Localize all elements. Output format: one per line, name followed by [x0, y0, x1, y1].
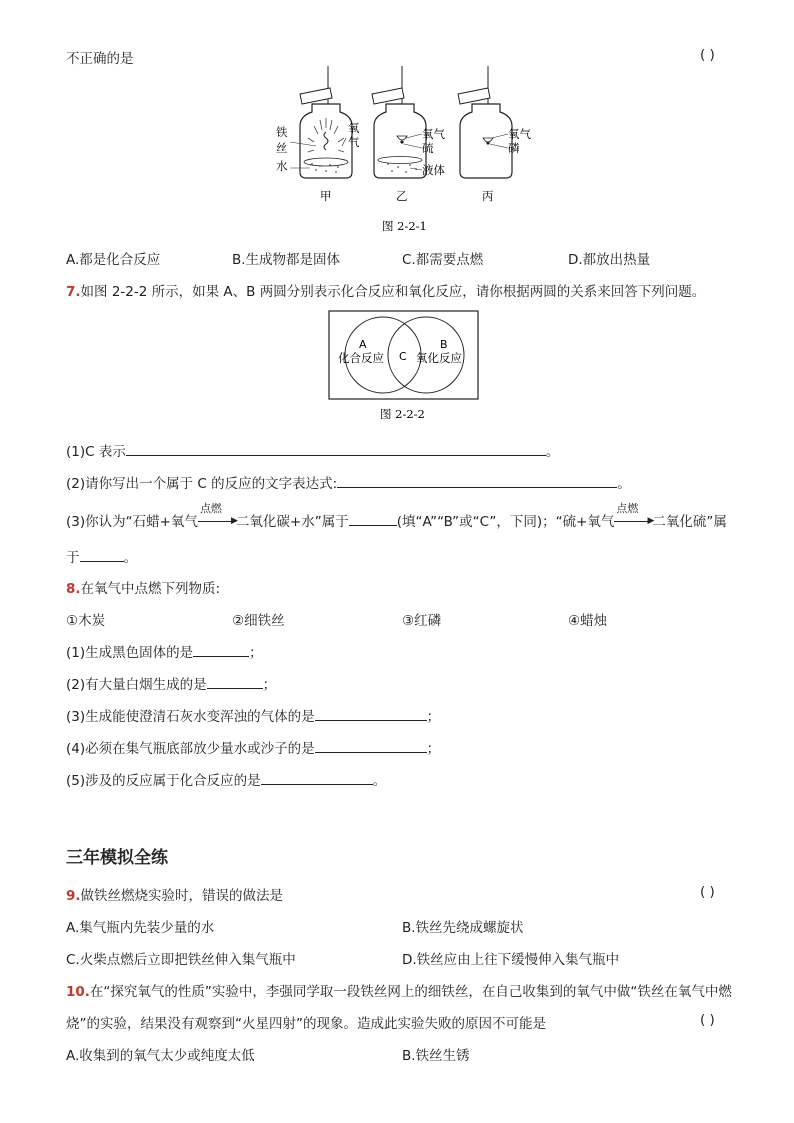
venn-a-letter: A	[359, 338, 367, 351]
jia-label-shui: 水	[276, 159, 288, 173]
figure-2-2-1-caption: 图 2-2-1	[382, 219, 427, 233]
q7-sub2-blank[interactable]	[337, 474, 617, 488]
q8-sub5-end: 。	[372, 773, 387, 789]
q8-sub1-blank[interactable]	[193, 643, 249, 657]
q9-option-d: D.铁丝应由上往下缓慢伸入集气瓶中	[402, 952, 620, 968]
q7-sub1	[66, 440, 559, 460]
q10-number: 10.	[66, 984, 90, 1000]
q10-stem-line1: 在“探究氧气的性质”实验中，李强同学取一段铁丝网上的细铁丝，在自己收集到的氧气中做“铁丝在氧气中燃	[89, 984, 732, 1000]
q10-answer-paren: ( )	[700, 1012, 715, 1028]
yi-name: 乙	[396, 189, 408, 203]
q7-stem: 如图 2-2-2 所示，如果 A、B 两圆分别表示化合反应和氧化反应，请你根据两圆的关系来回答下列问题。	[80, 284, 706, 300]
q8-sub1-text: (1)生成黑色固体的是	[66, 645, 194, 661]
q8-sub2-blank[interactable]	[207, 675, 263, 689]
q7-sub3-blank-2[interactable]	[80, 548, 124, 562]
q8-item-3: ③红磷	[402, 613, 442, 629]
q8-sub5	[66, 769, 386, 789]
q8-sub4	[66, 737, 440, 757]
q7-question	[66, 280, 705, 300]
q10-question-line1	[66, 980, 732, 1000]
q9-stem: 做铁丝燃烧实验时，错误的做法是	[80, 888, 284, 904]
jia-label-si: 丝	[276, 141, 288, 155]
q8-item-1: ①木炭	[66, 613, 106, 629]
bottle-bing	[458, 66, 531, 203]
q7-sub3-end: 。	[123, 550, 137, 566]
q6-answer-paren: ( )	[700, 47, 715, 63]
q8-sub5-text: (5)涉及的反应属于化合反应的是	[66, 773, 261, 789]
q8-number: 8.	[66, 581, 81, 597]
q8-sub1-end: ；	[249, 645, 263, 661]
q9-answer-paren: ( )	[700, 884, 715, 900]
q7-sub3-line2	[66, 546, 137, 566]
q10-option-a: A.收集到的氧气太少或纯度太低	[66, 1048, 255, 1064]
q8-sub3	[66, 705, 440, 725]
q8-question	[66, 577, 220, 597]
q8-sub3-end: ；	[426, 709, 441, 725]
q7-sub2	[66, 472, 631, 492]
q7-sub3-blank-1[interactable]	[349, 512, 397, 526]
yi-label-oxygen: 氧气	[422, 127, 445, 141]
bing-label-oxygen: 氧气	[508, 127, 531, 141]
q6-stem-tail: 不正确的是	[66, 51, 134, 67]
bing-name: 丙	[482, 189, 494, 203]
figure-2-2-2	[328, 310, 480, 426]
q7-sub2-text: (2)请你写出一个属于 C 的反应的文字表达式:	[66, 476, 338, 492]
venn-b-text: 氧化反应	[416, 351, 462, 365]
q8-sub1	[66, 641, 263, 661]
q10-stem-line2: 烧”的实验，结果没有观察到“火星四射”的现象。造成此实验失败的原因不可能是	[66, 1016, 546, 1032]
q9-option-c: C.火柴点燃后立即把铁丝伸入集气瓶中	[66, 952, 296, 968]
yi-label-sulfur: 硫	[422, 141, 434, 155]
q8-sub3-text: (3)生成能使澄清石灰水变浑浊的气体的是	[66, 709, 315, 725]
q6-option-a: A.都是化合反应	[66, 252, 161, 268]
venn-c-letter: C	[399, 350, 407, 363]
q9-option-b: B.铁丝先绕成螺旋状	[402, 920, 524, 936]
q8-sub4-text: (4)必须在集气瓶底部放少量水或沙子的是	[66, 741, 315, 757]
q8-sub2	[66, 673, 276, 693]
q9-number: 9.	[66, 888, 81, 904]
q7-sub1-text: (1)C 表示	[66, 444, 126, 460]
yi-label-liquid: 液体	[422, 163, 445, 177]
q7-sub3-part-d: 二氧化硫”属	[652, 514, 727, 530]
q8-sub2-text: (2)有大量白烟生成的是	[66, 677, 207, 693]
q7-sub1-end: 。	[545, 444, 560, 460]
q7-sub1-blank[interactable]	[126, 442, 546, 456]
q8-sub5-blank[interactable]	[261, 771, 373, 785]
q8-sub3-blank[interactable]	[315, 707, 427, 721]
jia-label-tie: 铁	[276, 125, 288, 139]
q8-sub4-blank[interactable]	[315, 739, 427, 753]
bottle-yi	[372, 66, 445, 203]
figure-2-2-2-caption: 图 2-2-2	[380, 407, 425, 421]
venn-a-text: 化合反应	[338, 351, 384, 365]
q8-item-4: ④蜡烛	[568, 613, 608, 629]
ignite-arrow-2-label: 点燃	[616, 502, 639, 515]
q7-sub3-part-b: 二氧化碳+水”属于	[235, 514, 349, 530]
q7-sub3-part-a: (3)你认为“石蜡+氧气	[66, 514, 198, 530]
q7-sub2-end: 。	[617, 476, 631, 492]
ignite-arrow-2: 点燃 ▶	[616, 502, 655, 526]
q7-sub3-part-e: 于	[66, 550, 80, 566]
jia-name: 甲	[320, 189, 332, 203]
q10-option-b: B.铁丝生锈	[402, 1048, 470, 1064]
q6-option-b: B.生成物都是固体	[232, 252, 341, 268]
q7-number: 7.	[66, 284, 81, 300]
q8-sub4-end: ；	[426, 741, 441, 757]
q6-option-d: D.都放出热量	[568, 252, 651, 268]
bing-label-phosphorus: 磷	[508, 141, 520, 155]
venn-b-letter: B	[440, 338, 448, 351]
figure-2-2-1	[270, 64, 560, 239]
q8-stem: 在氧气中点燃下列物质:	[80, 581, 221, 597]
jia-label-yang: 氧	[348, 121, 360, 135]
q8-item-2: ②细铁丝	[232, 613, 285, 629]
q7-sub3-part-c: (填“A”“B”或“C”，下同)；“硫+氧气	[396, 514, 615, 530]
q8-sub2-end: ；	[262, 677, 277, 693]
ignite-arrow-1: 点燃 ▶	[199, 502, 238, 526]
q9-option-a: A.集气瓶内先装少量的水	[66, 920, 215, 936]
bottle-jia	[276, 66, 360, 203]
jia-label-qi: 气	[348, 135, 360, 149]
q9-question	[66, 884, 283, 904]
ignite-arrow-1-label: 点燃	[199, 502, 222, 515]
q7-sub3-line1	[66, 502, 727, 530]
q6-option-c: C.都需要点燃	[402, 252, 484, 268]
section-title: 三年模拟全练	[66, 848, 168, 868]
